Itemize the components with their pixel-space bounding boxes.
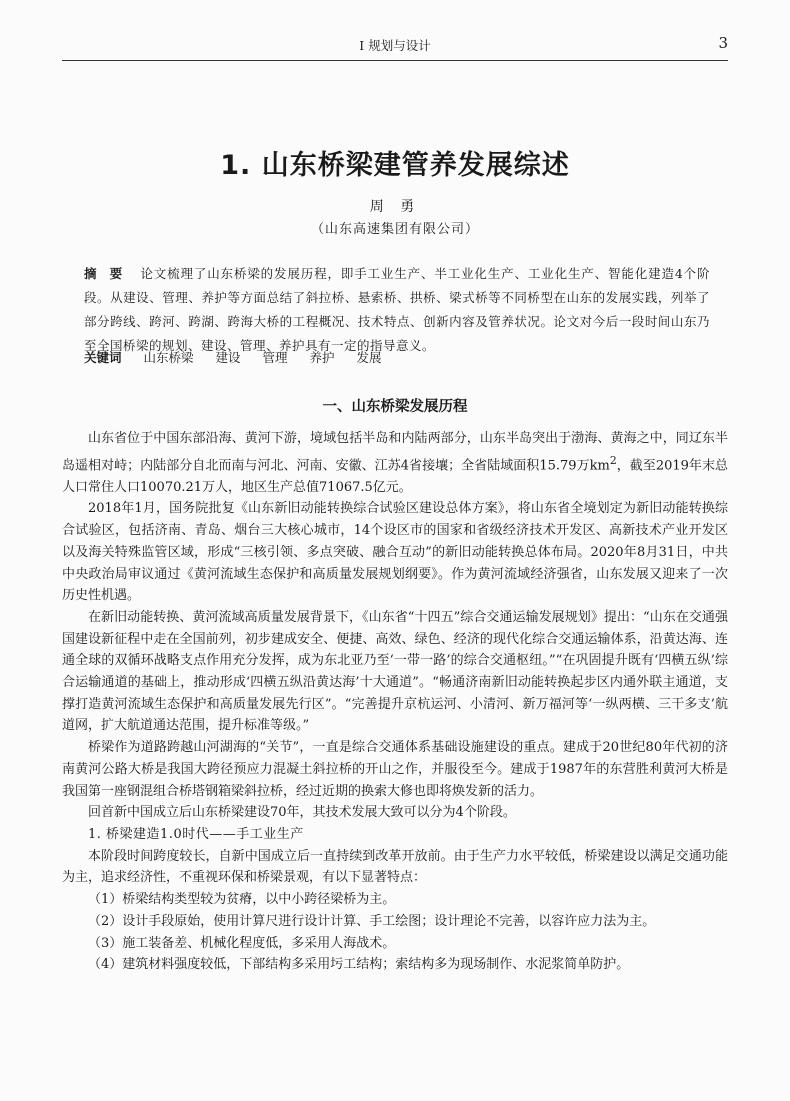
abstract <box>84 262 710 358</box>
sub-heading: 1. 桥梁建造1.0时代——手工业生产 <box>88 826 304 842</box>
abstract-text: 论文梳理了山东桥梁的发展历程，即手工业生产、半工业化生产、工业化生产、智能化建造4个阶段。从建设、管理、养护等方面总结了斜拉桥、悬索桥、拱桥、梁式桥等不同桥型在山东的发展实践，列举了部分跨线、跨河、跨湖、跨海大桥的工程概况、技术特点、创新内容及管养状况。论文对今后一段时间山东乃至全国桥梁的规划、建设、管理、养护具有一定的指导意义。 <box>84 266 710 353</box>
author: 周 勇 <box>369 199 421 215</box>
paragraph-text: ，截至2019年末总人口常住人口10070.21万人，地区生产总值71067.5亿元。 <box>62 458 728 495</box>
keyword: 管理 <box>262 350 288 365</box>
body-text <box>62 428 728 976</box>
list-item: （4）建筑材料强度较低，下部结构多采用圬工结构；索结构多为现场制作、水泥浆简单防护。 <box>88 957 630 973</box>
keyword: 发展 <box>356 350 382 365</box>
running-header <box>62 34 728 54</box>
running-title: Ⅰ 规划与设计 <box>359 38 431 53</box>
page-number: 3 <box>718 34 728 52</box>
list-item: （3）施工装备差、机械化程度低，多采用人海战术。 <box>88 935 396 951</box>
paragraph: 在新旧动能转换、黄河流域高质量发展背景下，《山东省“十四五”综合交通运输发展规划》提出：“山东在交通强国建设新征程中走在全国前列，初步建成安全、便捷、高效、绿色、经济的现代化综合交通运输体系，沿黄达海、连通全球的双循环战略支点作用充分发挥，成为东北亚乃至‘一带一路’的综合交通枢纽。”“在巩固提升既有‘四横五纵’综合运输通道的基础上，推动形成‘四横五纵沿黄达海’十大通道”。“畅通济南新旧动能转换起步区内通外联主通道，支撑打造黄河流域生态保护和高质量发展先行区”。“完善提升京杭运河、小清河、新万福河等‘一纵两横、三干多支’航道网，扩大航道通达范围，提升标准等级。” <box>62 609 728 734</box>
paragraph-text: 山东省位于中国东部沿海、黄河下游，境域包括半岛和内陆两部分，山东半岛突出于渤海、黄海之中，同辽东半岛遥相对峙；内陆部分自北而南与河北、河南、安徽、江苏4省接壤；全省陆域面积15.79万km <box>62 431 728 474</box>
superscript: 2 <box>609 453 617 467</box>
header-rule <box>62 60 728 61</box>
list-item: （1）桥梁结构类型较为贫瘠，以中小跨径梁桥为主。 <box>88 892 396 908</box>
paragraph <box>62 428 728 498</box>
affiliation: （山东高速集团有限公司） <box>310 222 479 237</box>
keyword: 建设 <box>215 350 241 365</box>
keyword: 山东桥梁 <box>143 350 194 365</box>
keyword: 养护 <box>309 350 335 365</box>
section-heading: 一、山东桥梁发展历程 <box>322 399 468 415</box>
keywords <box>84 348 710 366</box>
paragraph: 桥梁作为道路跨越山河湖海的“关节”，一直是综合交通体系基础设施建设的重点。建成于20世纪80年代初的济南黄河公路大桥是我国大跨径预应力混凝土斜拉桥的开山之作，并服役至今。建成于1987年的东营胜利黄河大桥是我国第一座钢混组合桥塔钢箱梁斜拉桥，经过近期的换索大修也即将焕发新的活力。 <box>62 740 728 799</box>
article-title: 1. 山东桥梁建管养发展综述 <box>220 150 570 181</box>
keywords-label: 关键词 <box>84 350 122 365</box>
list-item: （2）设计手段原始，使用计算尺进行设计计算、手工绘图；设计理论不完善，以容许应力法为主。 <box>88 913 656 929</box>
abstract-label: 摘 要 <box>84 266 127 281</box>
paragraph: 回首新中国成立后山东桥梁建设70年，其技术发展大致可以分为4个阶段。 <box>88 805 516 821</box>
paragraph: 2018年1月，国务院批复《山东新旧动能转换综合试验区建设总体方案》，将山东省全境划定为新旧动能转换综合试验区，包括济南、青岛、烟台三大核心城市，14个设区市的国家和省级经济技术开发区、高新技术产业开发区以及海关特殊监管区域，形成“三核引领、多点突破、融合互动”的新旧动能转换总体布局。2020年8月31日，中共中央政治局审议通过《黄河流域生态保护和高质量发展规划纲要》。作为黄河流域经济强省，山东发展又迎来了一次历史性机遇。 <box>62 501 728 604</box>
paragraph: 本阶段时间跨度较长，自新中国成立后一直持续到改革开放前。由于生产力水平较低，桥梁建设以满足交通功能为主，追求经济性，不重视环保和桥梁景观，有以下显著特点： <box>62 848 728 886</box>
